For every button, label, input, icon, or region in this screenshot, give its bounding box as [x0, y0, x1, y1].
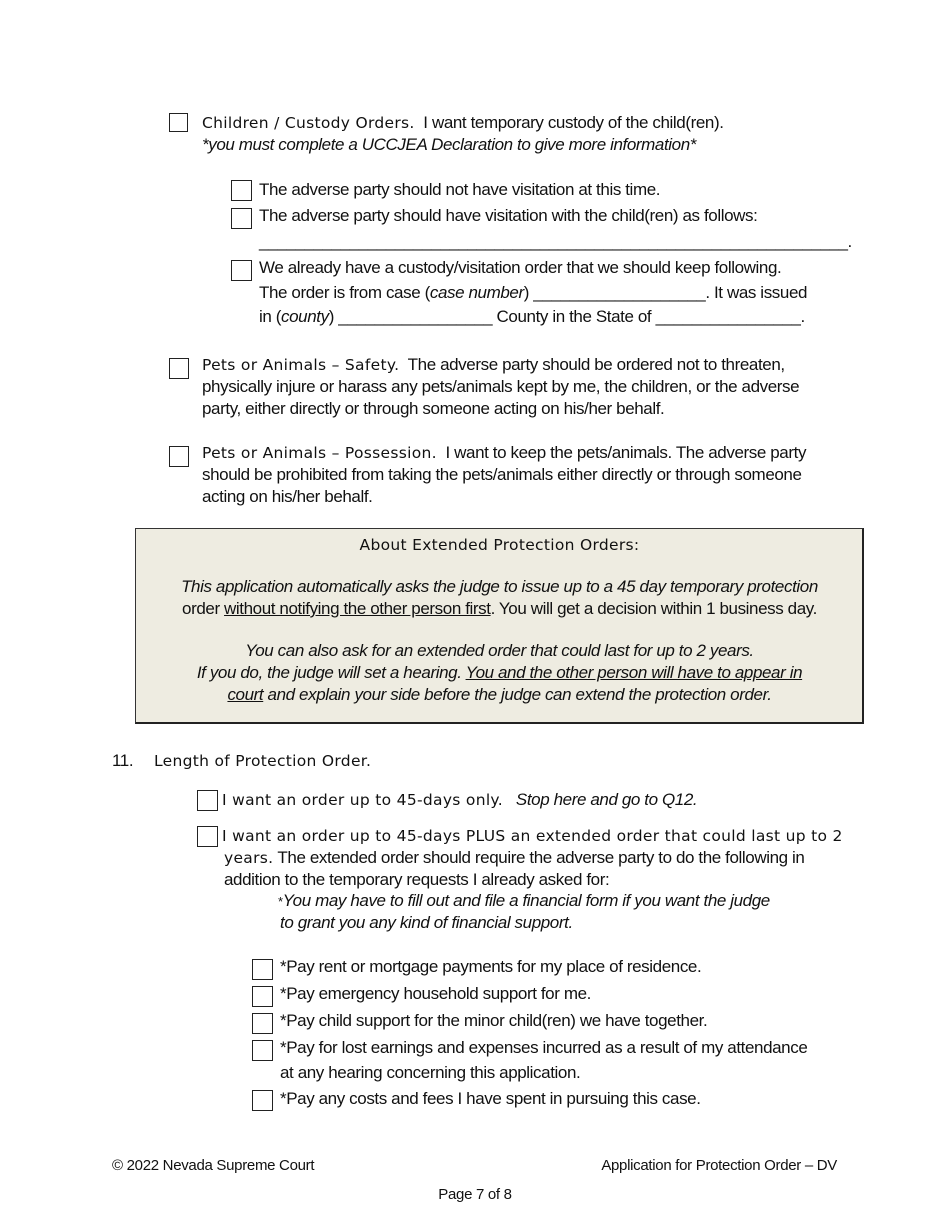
pets-possession-line3: acting on his/her behalf. [202, 487, 373, 506]
footer-title: Application for Protection Order – DV [601, 1157, 837, 1174]
pets-safety-line1 [202, 354, 785, 376]
financial-note-text1: You may have to fill out and file a financial form if you want the judge [282, 891, 770, 910]
case-pre: The order is from case ( [259, 283, 430, 302]
footer-page-number: Page 7 of 8 [438, 1186, 512, 1203]
pay-costs-label: *Pay any costs and fees I have spent in pursuing this case. [280, 1089, 701, 1108]
uccjea-note: *you must complete a UCCJEA Declaration to give more information* [202, 135, 696, 154]
pay-rent-checkbox[interactable] [252, 959, 273, 980]
pay-household-label: *Pay emergency household support for me. [280, 984, 591, 1003]
pay-household-checkbox[interactable] [252, 986, 273, 1007]
pets-safety-line2: physically injure or harass any pets/animals kept by me, the children, or the adverse [202, 377, 800, 396]
pets-safety-text1: The adverse party should be ordered not to threaten, [407, 355, 785, 374]
county-pre: in ( [259, 307, 282, 326]
info-p1-a: order [182, 599, 225, 618]
q11-heading: Length of Protection Order. [154, 752, 372, 770]
order-extended-checkbox[interactable] [197, 826, 218, 847]
info-p2-line3 [135, 684, 864, 706]
financial-note-line1 [278, 890, 770, 913]
pets-possession-text1: I want to keep the pets/animals. The adverse party [445, 443, 807, 462]
q11-number: 11. [112, 751, 134, 770]
order-extended-years: years. [224, 849, 274, 867]
existing-order-county-line [259, 306, 805, 328]
pets-safety-line3: party, either directly or through someone acting on his/her behalf. [202, 399, 665, 418]
children-custody-text: I want temporary custody of the child(ren). [423, 113, 724, 132]
info-p2-a: If you do, the judge will set a hearing. [196, 663, 466, 682]
pets-possession-line2: should be prohibited from taking the pets/animals either directly or through someone [202, 465, 802, 484]
children-custody-heading: Children / Custody Orders. [202, 114, 415, 132]
children-custody-checkbox[interactable] [169, 113, 188, 132]
county-label: county [281, 307, 329, 326]
pay-lost-earnings-label: *Pay for lost earnings and expenses incurred as a result of my attendance [280, 1038, 808, 1057]
pets-possession-heading: Pets or Animals – Possession. [202, 444, 437, 462]
existing-order-checkbox[interactable] [231, 260, 252, 281]
no-visitation-label: The adverse party should not have visitation at this time. [259, 180, 661, 199]
pay-child-support-label: *Pay child support for the minor child(ren) we have together. [280, 1011, 708, 1030]
pets-safety-checkbox[interactable] [169, 358, 189, 379]
info-p1-line2 [135, 598, 864, 620]
info-p2-b: and explain your side before the judge can extend the protection order. [263, 685, 772, 704]
order-extended-text2: The extended order should require the adverse party to do the following in [273, 848, 805, 867]
case-mid: ) ___________________. It was issued [523, 283, 808, 302]
no-visitation-checkbox[interactable] [231, 180, 252, 201]
pay-costs-checkbox[interactable] [252, 1090, 273, 1111]
pets-safety-heading: Pets or Animals – Safety. [202, 356, 400, 374]
info-p2-court: court [227, 685, 264, 704]
pay-child-support-checkbox[interactable] [252, 1013, 273, 1034]
financial-note-star: * [278, 894, 283, 909]
existing-order-label: We already have a custody/visitation order that we should keep following. [259, 258, 782, 277]
order-extended-label: I want an order up to 45-days PLUS an extended order that could last up to 2 [222, 827, 843, 845]
footer-copyright: © 2022 Nevada Supreme Court [112, 1157, 315, 1174]
children-custody-line [202, 112, 724, 134]
pay-rent-label: *Pay rent or mortgage payments for my place of residence. [280, 957, 702, 976]
case-number-label: case number [429, 283, 524, 302]
order-45-days-line [222, 789, 697, 811]
financial-note-line2: to grant you any kind of financial support. [280, 913, 573, 932]
info-p1-line1: This application automatically asks the judge to issue up to a 45 day temporary protection [181, 577, 818, 596]
visitation-as-follows-label: The adverse party should have visitation with the child(ren) as follows: [259, 206, 758, 225]
pay-lost-earnings-checkbox[interactable] [252, 1040, 273, 1061]
county-end: ) _________________ County in the State of ________________. [328, 307, 805, 326]
visitation-as-follows-checkbox[interactable] [231, 208, 252, 229]
info-box-title: About Extended Protection Orders: [359, 536, 640, 554]
info-p1-b: . You will get a decision within 1 business day. [490, 599, 817, 618]
order-45-days-checkbox[interactable] [197, 790, 218, 811]
info-p2-line1: You can also ask for an extended order that could last for up to 2 years. [245, 641, 754, 660]
pay-lost-earnings-line2: at any hearing concerning this application. [280, 1063, 581, 1082]
order-extended-line2 [224, 847, 804, 869]
info-p2-underlined: You and the other person will have to appear in [465, 663, 803, 682]
visitation-blank-line[interactable]: _________________________________________________________________. [259, 232, 852, 251]
pets-possession-checkbox[interactable] [169, 446, 189, 467]
info-p1-underlined: without notifying the other person first [224, 599, 491, 618]
order-extended-line3: addition to the temporary requests I already asked for: [224, 870, 610, 889]
order-45-days-label: I want an order up to 45-days only. [222, 791, 503, 809]
order-45-days-note: Stop here and go to Q12. [515, 790, 698, 809]
pets-possession-line1 [202, 442, 806, 464]
existing-order-case-line [259, 282, 807, 304]
info-p2-line2 [135, 662, 864, 684]
